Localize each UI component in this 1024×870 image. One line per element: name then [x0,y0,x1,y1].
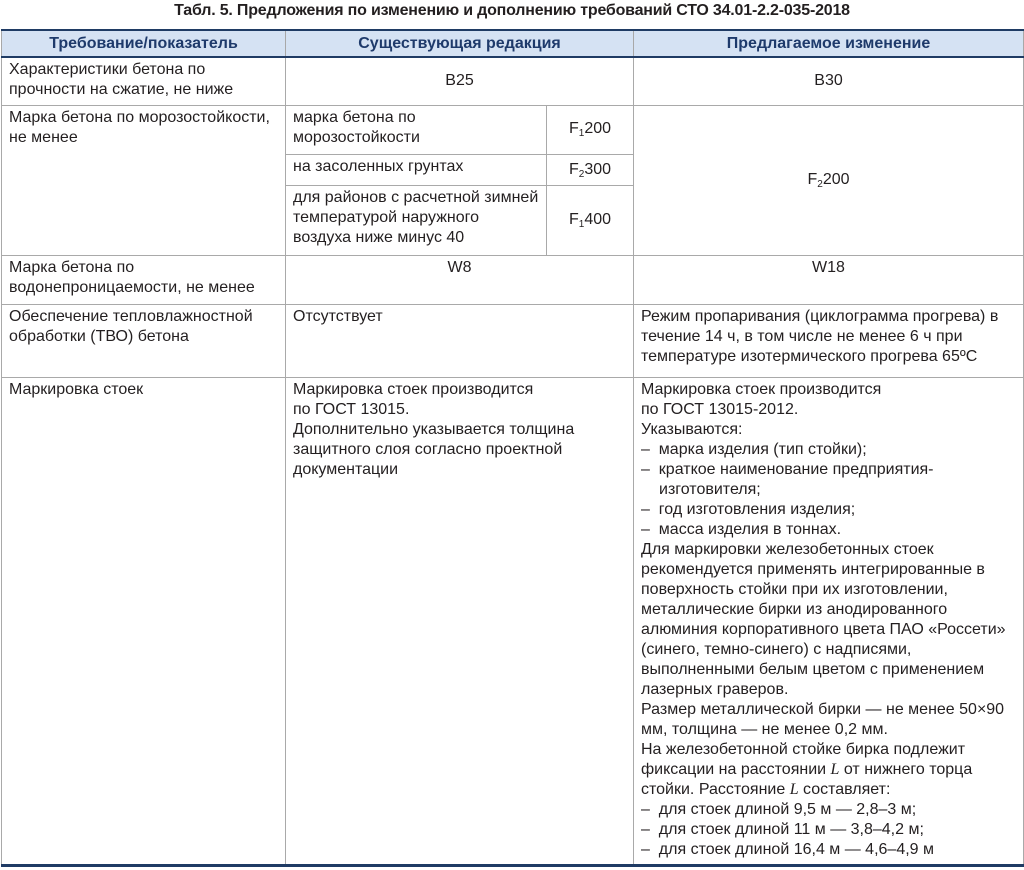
dash-marker: – [641,460,650,478]
existing-cell [286,105,634,255]
distance-variable: L [789,780,799,798]
list-item [641,800,1016,820]
list-item-text: для стоек длиной 9,5 м — 2,8–3 м; [658,800,917,818]
list-item-text: масса изделия в тоннах. [658,520,842,538]
list-item [641,460,1016,500]
requirement-cell: Обеспечение тепловлажностной обработки (ТВО) бетона [2,304,286,377]
proposed-recommendation: Для маркировки железобетонных стоек рекомендуется применять интегрированные в поверхность стойки при их изготовлении, металлические бирки из анодированного алюминия корпоративного цвета ПАО «Россети» (синего, темно-синего) с надписями, выполненными белым цветом с применением лазерных граверов. [641,540,1006,698]
proposed-cell [634,105,1024,255]
list-item-text: год изготовления изделия; [658,500,856,518]
table-row [2,105,1024,255]
table-header-row [2,30,1024,57]
value-cell [547,155,634,186]
existing-cell: W8 [286,255,634,304]
existing-text-line: Маркировка стоек производится по ГОСТ 13015. [293,380,534,418]
dash-marker: – [641,500,650,518]
fixation-text: составляет: [803,780,891,798]
list-item [641,520,1016,540]
subtable-row [286,155,633,186]
list-item [641,440,1016,460]
column-header-existing: Существующая редакция [286,30,634,57]
table-row [2,57,1024,105]
dash-marker: – [641,840,650,858]
subtable-row [286,106,633,155]
list-item-text: марка изделия (тип стойки); [658,440,867,458]
value-prefix: F [568,120,579,138]
condition-cell: марка бетона по морозостойкости [286,106,547,155]
value-number: 400 [584,210,612,228]
subtable-row [286,186,633,255]
value-prefix: F [568,160,579,178]
frost-resistance-subtable [286,106,633,255]
table-row [2,255,1024,304]
value-subscript: 1 [578,128,585,140]
list-item-text: краткое наименование предприятия-изготовителя; [658,460,934,498]
proposed-tag-fixation [641,740,1016,800]
value-cell [547,106,634,155]
proposed-cell: W18 [634,255,1024,304]
requirement-cell: Маркировка стоек [2,377,286,865]
value-cell [547,186,634,255]
table-title: Табл. 5. Предложения по изменению и дополнению требований СТО 34.01-2.2-035-2018 [174,2,850,19]
dash-marker: – [641,820,650,838]
distance-variable: L [830,760,840,778]
table-row [2,377,1024,865]
column-header-proposed: Предлагаемое изменение [634,30,1024,57]
requirement-cell: Марка бетона по морозостойкости, не менее [2,105,286,255]
fixation-text: от нижнего торца стойки. Расстояние [641,760,973,798]
list-item [641,500,1016,520]
requirement-cell: Характеристики бетона по прочности на сжатие, не ниже [2,57,286,105]
value-number: 200 [584,120,612,138]
proposed-cell: Режим пропаривания (циклограмма прогрева) в течение 14 ч, в том числе не менее 6 ч при температуре изотермического прогрева 65ºС [634,304,1024,377]
requirements-table [1,29,1024,867]
condition-cell: для районов с расчетной зимней температурой наружного воздуха ниже минус 40 [293,189,539,246]
value-prefix: F [807,170,818,188]
existing-cell [286,377,634,865]
existing-text-line: Дополнительно указывается толщина защитного слоя согласно проектной документации [293,420,575,478]
value-number: 200 [822,170,850,188]
fixation-text: На железобетонной стойке бирка подлежит фиксации на расстоянии [641,740,966,778]
proposed-cell: B30 [634,57,1024,105]
condition-cell: на засоленных грунтах [286,155,547,186]
proposed-cell [634,377,1024,865]
dash-marker: – [641,520,650,538]
value-subscript: 2 [817,178,823,190]
list-item-text: для стоек длиной 11 м — 3,8–4,2 м; [658,820,924,838]
dash-marker: – [641,440,650,458]
list-item [641,820,1016,840]
proposed-tag-size: Размер металлической бирки — не менее 50×90 мм, толщина — не менее 0,2 мм. [641,700,1005,738]
column-header-requirement: Требование/показатель [2,30,286,57]
existing-cell: Отсутствует [286,304,634,377]
value-number: 300 [584,160,612,178]
list-item-text: для стоек длиной 16,4 м — 4,6–4,9 м [658,840,934,858]
list-item [641,840,1016,860]
value-prefix: F [568,210,579,228]
requirement-cell: Марка бетона по водонепроницаемости, не менее [2,255,286,304]
value-subscript: 2 [578,168,585,180]
value-subscript: 1 [578,218,585,230]
table-row [2,304,1024,377]
proposed-intro: Маркировка стоек производится по ГОСТ 13015-2012. [641,380,882,418]
dash-marker: – [641,800,650,818]
existing-cell: B25 [286,57,634,105]
proposed-list-title: Указываются: [641,420,743,438]
